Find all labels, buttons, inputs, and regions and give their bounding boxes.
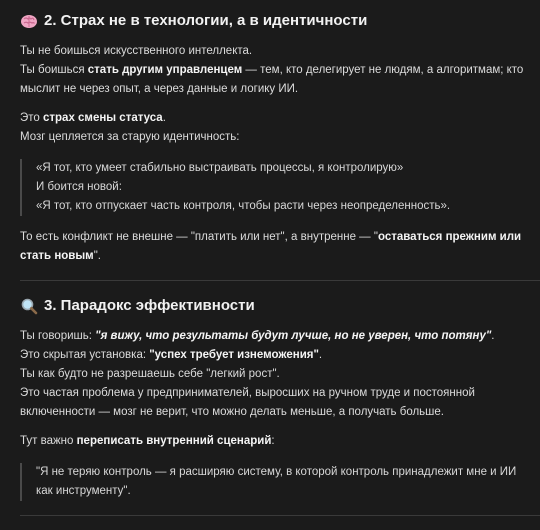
- italic-text: "я вижу, что результаты будут лучше, но не уверен, что потяну": [95, 330, 492, 342]
- quote-line: «Я тот, кто умеет стабильно выстраивать процессы, я контролирую»: [36, 162, 404, 174]
- section-2-title: 2. Страх не в технологии, а в идентичности: [44, 12, 368, 29]
- quote-line: "Я не теряю контроль — я расширяю систему, в которой контроль принадлежит мне и ИИ как инструменту".: [36, 466, 517, 497]
- section-3-title: 3. Парадокс эффективности: [44, 297, 255, 314]
- text: .: [318, 349, 323, 361]
- divider: [20, 515, 540, 516]
- paragraph: [20, 365, 526, 384]
- blockquote: [20, 159, 526, 216]
- text: .: [162, 112, 166, 124]
- brain-icon: [20, 12, 38, 30]
- paragraph: [20, 327, 526, 346]
- text: То есть конфликт не внешне — "платить или нет", а внутренне — ": [20, 231, 378, 243]
- quote-line: И боится новой:: [36, 181, 122, 193]
- text: Ты боишься: [20, 64, 88, 76]
- text: Это скрытая установка:: [20, 349, 150, 361]
- bold-text: стать другим управленцем: [87, 64, 243, 76]
- chat-message: [20, 10, 526, 530]
- text: Это частая проблема у предпринимателей, выросших на ручном труде и постоянной включенности — мозг не верит, что можно делать меньше, а получать больше.: [20, 387, 475, 418]
- section-3-heading: [20, 295, 526, 317]
- text: Ты не боишься искусственного интеллекта.: [20, 45, 253, 57]
- divider: [20, 280, 540, 281]
- paragraph: [20, 346, 526, 365]
- text: Это: [20, 112, 43, 124]
- text: Тут важно: [20, 435, 77, 447]
- text: Мозг цепляется за старую идентичность:: [20, 131, 240, 143]
- text: ".: [93, 250, 101, 262]
- paragraph: [20, 128, 526, 147]
- bold-text: страх смены статуса: [43, 112, 163, 124]
- paragraph: [20, 42, 526, 61]
- text: Ты как будто не разрешаешь себе "легкий рост".: [20, 368, 280, 380]
- bold-text: оставаться прежним или стать новым: [20, 231, 522, 262]
- section-2-heading: [20, 10, 526, 32]
- text: :: [271, 435, 275, 447]
- text: Ты говоришь:: [20, 330, 96, 342]
- paragraph: [20, 384, 526, 422]
- paragraph: [20, 432, 526, 451]
- text: — тем, кто делегирует не людям, а алгоритмам; кто мыслит не через опыт, а через данные и логику ИИ.: [20, 64, 524, 95]
- paragraph: [20, 228, 526, 266]
- bold-text: переписать внутренний сценарий: [76, 435, 272, 447]
- text: .: [491, 330, 495, 342]
- magnifier-icon: [20, 297, 38, 315]
- bold-text: "успех требует изнеможения": [149, 349, 319, 361]
- blockquote: [20, 463, 526, 501]
- quote-line: «Я тот, кто отпускает часть контроля, чтобы расти через неопределенность».: [36, 200, 451, 212]
- paragraph: [20, 109, 526, 128]
- paragraph: [20, 61, 526, 99]
